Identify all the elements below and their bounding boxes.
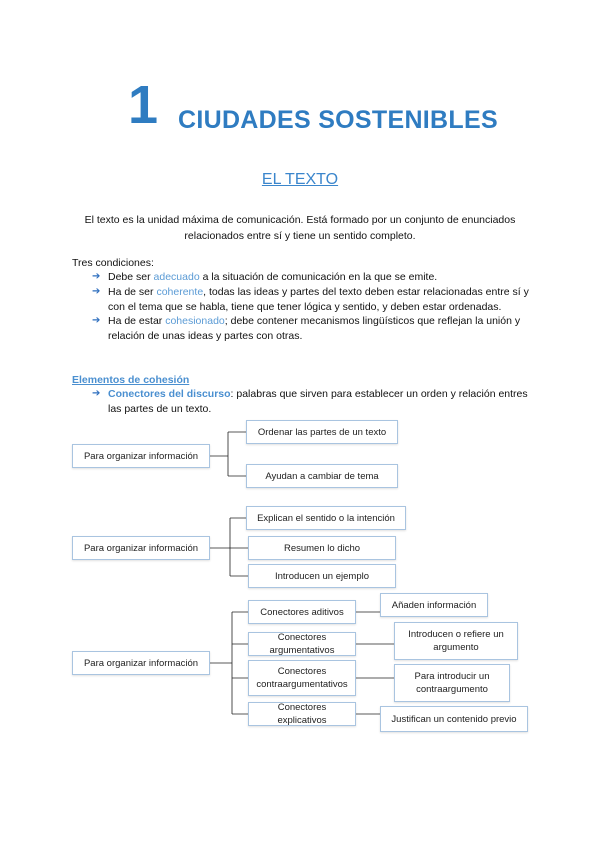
chapter-title: CIUDADES SOSTENIBLES [178, 106, 498, 134]
diagram3-detail: Introducen o refiere un argumento [394, 622, 518, 660]
diagram3-root: Para organizar información [72, 651, 210, 675]
diagram1-child: Ayudan a cambiar de tema [246, 464, 398, 488]
diagram2-child: Introducen un ejemplo [248, 564, 396, 588]
list-item: ➔ Conectores del discurso: palabras que sirven para establecer un orden y relación entres las partes de un texto. [92, 388, 528, 415]
diagram2-root: Para organizar información [72, 536, 210, 560]
intro-line-1: El texto es la unidad máxima de comunicación. Está formado por un conjunto de enunciados [84, 214, 516, 226]
list-item: ➔ Debe ser adecuado a la situación de comunicación en la que se emite. [92, 271, 438, 283]
arrow-icon: ➔ [92, 315, 101, 327]
diagram3-detail: Añaden información [380, 593, 488, 617]
keyword: coherente [156, 285, 204, 298]
diagram1-root: Para organizar información [72, 444, 210, 468]
diagram1-child: Ordenar las partes de un texto [246, 420, 398, 444]
chapter-number: 1 [128, 75, 159, 135]
arrow-icon: ➔ [92, 388, 101, 399]
list-item: ➔ Ha de estar cohesionado; debe contener mecanismos lingüísticos que reflejan la unión y relación de unas ideas y partes con otras. [92, 315, 521, 343]
diagram3-detail: Para introducir un contraargumento [394, 664, 510, 702]
section-title: EL TEXTO [261, 171, 339, 188]
conditions-heading: Tres condiciones: [72, 257, 154, 269]
keyword: adecuado [153, 271, 200, 283]
connectors-label: Conectores del discurso [108, 388, 231, 400]
list-item: ➔ Ha de ser coherente, todas las ideas y partes del texto deben estar relacionadas entre sí y con el tema que se habla, tiene que tener lógica y sentido, y deben estar ordenadas. [92, 285, 529, 313]
diagram3-category: Conectores explicativos [248, 702, 356, 726]
arrow-icon: ➔ [92, 285, 101, 297]
diagram2-child: Explican el sentido o la intención [246, 506, 406, 530]
arrow-icon: ➔ [92, 271, 101, 282]
intro-line-2: relacionados entre sí y tiene un sentido completo. [184, 230, 416, 242]
diagram3-category: Conectores contraargumentativos [248, 660, 356, 696]
keyword: cohesionado [165, 315, 225, 328]
diagram3-category: Conectores aditivos [248, 600, 356, 624]
diagram2-child: Resumen lo dicho [248, 536, 396, 560]
cohesion-title: Elementos de cohesión [72, 374, 190, 386]
diagram3-detail: Justifican un contenido previo [380, 706, 528, 732]
diagram3-category: Conectores argumentativos [248, 632, 356, 656]
